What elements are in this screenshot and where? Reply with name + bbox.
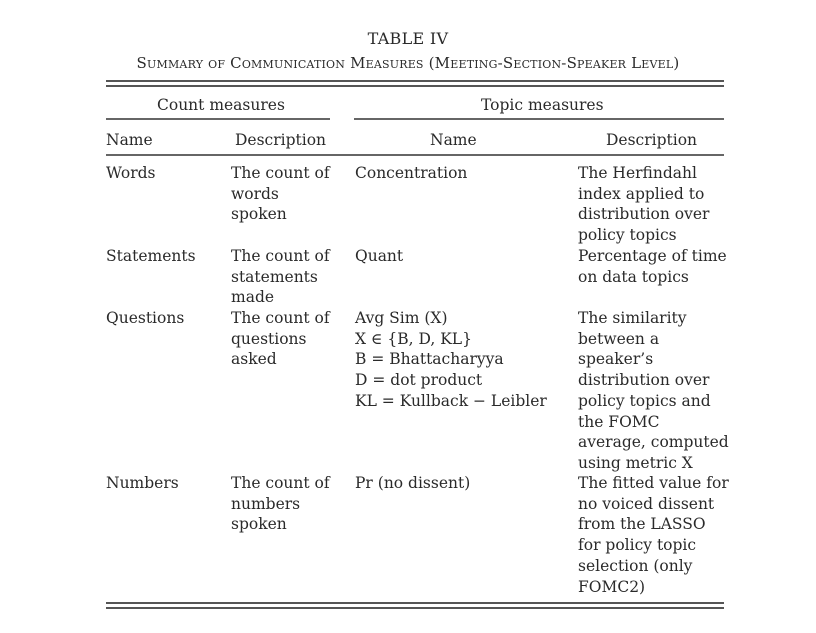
topic-description-cell: Percentage of time on data topics bbox=[578, 247, 727, 286]
bottom-rule bbox=[106, 602, 724, 604]
topic-description-cell: The fitted value for no voiced dissent from the LASSO for policy topic selection (only FOMC2) bbox=[578, 474, 729, 596]
count-description-cell: The count of questions asked bbox=[231, 309, 330, 369]
header-rule bbox=[106, 154, 724, 156]
table-label: TABLE IV bbox=[367, 29, 449, 48]
group-header-topic: Topic measures bbox=[481, 96, 604, 114]
topic-name-cell: Quant bbox=[355, 247, 404, 265]
column-header-topic-name: Name bbox=[430, 131, 477, 149]
count-description-cell: The count of words spoken bbox=[231, 164, 330, 224]
bottom-rule bbox=[106, 607, 724, 609]
group-rule-topic bbox=[354, 118, 724, 120]
count-name-cell: Statements bbox=[106, 247, 196, 265]
topic-description-cell: The similarity between a speaker’s distribution over policy topics and the FOMC average, computed using metric X bbox=[578, 309, 729, 472]
top-rule bbox=[106, 85, 724, 87]
table-caption: Summary of Communication Measures (Meeting-Section-Speaker Level) bbox=[136, 54, 680, 72]
top-rule bbox=[106, 80, 724, 82]
count-name-cell: Numbers bbox=[106, 474, 179, 492]
count-name-cell: Words bbox=[106, 164, 156, 182]
group-header-count: Count measures bbox=[157, 96, 285, 114]
count-description-cell: The count of statements made bbox=[231, 247, 330, 307]
topic-name-cell: Pr (no dissent) bbox=[355, 474, 471, 492]
count-name-cell: Questions bbox=[106, 309, 185, 327]
topic-name-cell: Avg Sim (X) X ∈ {B, D, KL} B = Bhattacharyya D = dot product KL = Kullback − Leibler bbox=[355, 309, 547, 410]
column-header-count-name: Name bbox=[106, 131, 153, 149]
topic-description-cell: The Herfindahl index applied to distribution over policy topics bbox=[578, 164, 710, 245]
column-header-topic-description: Description bbox=[606, 131, 698, 149]
count-description-cell: The count of numbers spoken bbox=[231, 474, 330, 534]
group-rule-count bbox=[106, 118, 330, 120]
topic-name-cell: Concentration bbox=[355, 164, 468, 182]
column-header-count-description: Description bbox=[235, 131, 327, 149]
